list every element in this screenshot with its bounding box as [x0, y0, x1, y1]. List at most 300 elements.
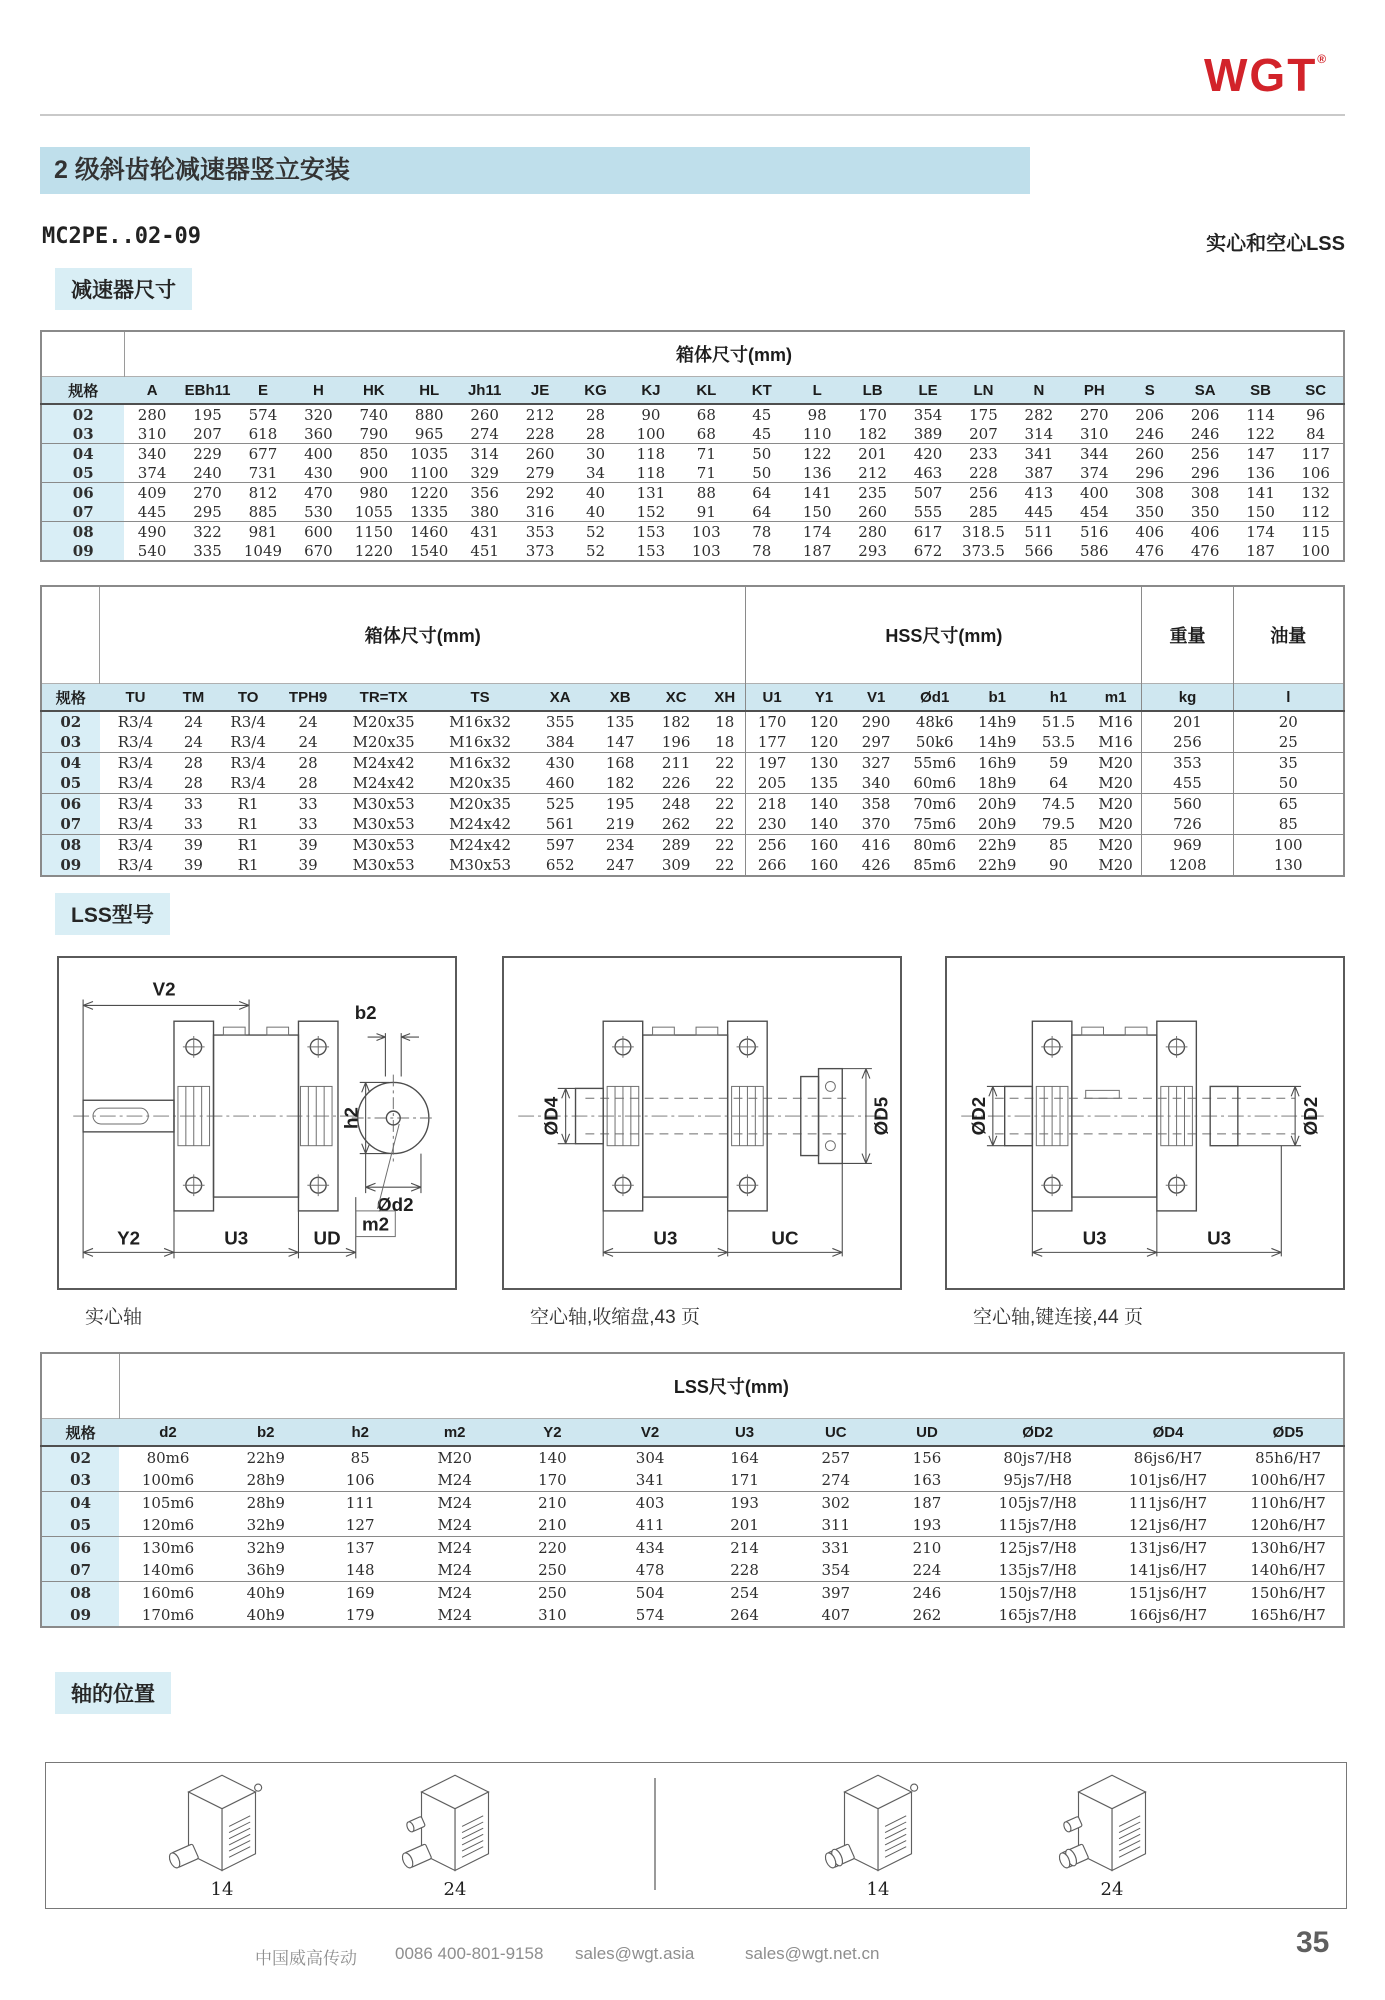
value-cell: 211: [661, 754, 691, 772]
value-cell: 85h6/H7: [1255, 1449, 1322, 1467]
shaft-position-14-hollow-icon: [818, 1770, 938, 1874]
spec-cell: 08: [41, 1582, 119, 1605]
value-cell: 387: [1011, 463, 1066, 483]
value-cell: 18: [704, 732, 746, 753]
value-cell: 289: [661, 836, 691, 854]
spec-cell: 06: [41, 1537, 119, 1560]
value-cell: 53.5: [1027, 732, 1090, 753]
spec-cell: 09: [41, 1604, 119, 1627]
hss-dimensions-table-wrap: [40, 585, 1345, 877]
value-cell: 22: [704, 855, 746, 876]
value-cell: 91: [679, 502, 734, 522]
value-cell: 122: [802, 444, 832, 463]
column-header: HL: [402, 377, 457, 405]
value-cell: M20: [1098, 754, 1133, 772]
dim-label: UC: [771, 1227, 799, 1249]
value-cell: 880: [414, 405, 444, 424]
table-row: [41, 1492, 1344, 1515]
value-cell: 335: [180, 541, 235, 561]
column-header: b2: [217, 1419, 315, 1447]
value-cell: 416: [861, 836, 891, 854]
value-cell: M16x32: [432, 732, 528, 753]
value-cell: 1208: [1142, 855, 1233, 876]
value-cell: 118: [636, 444, 666, 463]
table-group-header: LSS尺寸(mm): [119, 1353, 1344, 1419]
value-cell: 256: [1142, 732, 1233, 753]
value-cell: 560: [1142, 794, 1233, 815]
table-group-header: 箱体尺寸(mm): [124, 331, 1344, 377]
value-cell: 52: [585, 522, 606, 541]
value-cell: 274: [457, 424, 512, 444]
value-cell: 314: [470, 444, 499, 463]
value-cell: 400: [304, 444, 333, 463]
value-cell: 270: [193, 483, 222, 502]
value-cell: 141: [802, 483, 832, 502]
value-cell: 141js6/H7: [1103, 1559, 1233, 1582]
value-cell: 455: [1142, 773, 1233, 794]
column-header: U1: [746, 684, 798, 712]
value-cell: 195: [193, 405, 222, 424]
value-cell: 182: [592, 773, 648, 794]
column-header: V1: [850, 684, 902, 712]
value-cell: 152: [623, 502, 678, 522]
value-cell: 39: [298, 836, 318, 854]
value-cell: 40h9: [246, 1584, 285, 1602]
value-cell: M20: [1098, 795, 1133, 813]
column-header: N: [1011, 377, 1066, 405]
value-cell: R3/4: [117, 754, 154, 772]
value-cell: 36h9: [217, 1559, 315, 1582]
value-cell: 40: [568, 502, 623, 522]
column-header: A: [124, 377, 179, 405]
shaft-position-item: [1047, 1770, 1177, 1900]
column-header: TR=TX: [335, 684, 431, 712]
value-cell: 33: [171, 814, 215, 835]
value-cell: 490: [137, 522, 167, 541]
value-cell: 150: [1233, 502, 1288, 522]
value-cell: 50: [734, 463, 789, 483]
value-cell: 310: [1067, 424, 1122, 444]
value-cell: 1035: [410, 444, 449, 463]
diagram-caption-solid: 实心轴: [85, 1307, 143, 1328]
table-row: [41, 711, 1344, 732]
value-cell: 132: [1301, 483, 1330, 502]
shaft-type-note: 实心和空心LSS: [1206, 233, 1345, 255]
value-cell: 131: [636, 483, 666, 502]
page-number: 35: [1296, 1926, 1330, 1959]
table-group-header-box: 箱体尺寸(mm): [100, 586, 746, 684]
value-cell: 33: [281, 814, 336, 835]
value-cell: 234: [605, 836, 635, 854]
table-header-row: [41, 1419, 1344, 1447]
value-cell: R3/4: [117, 836, 154, 854]
value-cell: 574: [248, 405, 278, 424]
value-cell: R1: [216, 814, 281, 835]
value-cell: 228: [512, 424, 567, 444]
value-cell: 170m6: [119, 1604, 217, 1627]
value-cell: 115: [1301, 522, 1330, 541]
value-cell: 426: [850, 855, 902, 876]
value-cell: 22: [715, 836, 735, 854]
value-cell: 196: [648, 732, 704, 753]
value-cell: R3/4: [230, 754, 266, 772]
dim-label: ØD5: [870, 1096, 892, 1136]
value-cell: 140m6: [119, 1559, 217, 1582]
value-cell: 140: [809, 795, 839, 813]
value-cell: 34: [568, 463, 623, 483]
value-cell: 230: [746, 814, 798, 835]
value-cell: 341: [601, 1469, 699, 1492]
value-cell: 50: [752, 444, 772, 463]
shaft-position-item: [157, 1770, 287, 1900]
table-body: [41, 1446, 1344, 1627]
value-cell: 274: [790, 1469, 881, 1492]
spec-cell: 03: [41, 424, 124, 444]
value-cell: M24: [437, 1584, 472, 1602]
value-cell: 22: [704, 814, 746, 835]
dim-label: Ød2: [377, 1193, 414, 1215]
value-cell: 212: [525, 405, 555, 424]
value-cell: 260: [1135, 444, 1165, 463]
value-cell: 24: [281, 732, 336, 753]
value-cell: 296: [1122, 463, 1177, 483]
value-cell: 168: [605, 754, 635, 772]
value-cell: 20h9: [967, 814, 1027, 835]
value-cell: M24: [437, 1539, 472, 1557]
value-cell: 30: [585, 444, 606, 463]
value-cell: 228: [956, 463, 1011, 483]
value-cell: 201: [1142, 711, 1233, 732]
value-cell: 153: [623, 541, 678, 561]
value-cell: M20x35: [432, 773, 528, 794]
value-cell: 90: [641, 405, 661, 424]
value-cell: 206: [1135, 405, 1165, 424]
value-cell: 71: [679, 463, 734, 483]
spec-cell: 02: [41, 404, 124, 424]
value-cell: 295: [180, 502, 235, 522]
value-cell: 373.5: [956, 541, 1011, 561]
value-cell: 434: [635, 1539, 665, 1557]
value-cell: M20x35: [352, 713, 415, 731]
table-row: [41, 835, 1344, 856]
value-cell: 100: [623, 424, 678, 444]
spec-cell: 06: [41, 483, 124, 503]
dim-label: ØD4: [540, 1096, 562, 1136]
value-cell: 197: [746, 753, 798, 774]
shaft-position-item: [813, 1770, 943, 1900]
value-cell: 207: [956, 424, 1011, 444]
value-cell: 105js7/H8: [998, 1494, 1077, 1512]
table-row: [41, 502, 1344, 522]
value-cell: 407: [790, 1604, 881, 1627]
value-cell: 226: [648, 773, 704, 794]
column-header: m2: [406, 1419, 504, 1447]
value-cell: R3/4: [117, 713, 154, 731]
value-cell: 33: [183, 795, 203, 813]
value-cell: 463: [900, 463, 955, 483]
value-cell: 135: [605, 713, 635, 731]
spec-cell: 02: [41, 1446, 119, 1469]
dim-label: U3: [224, 1227, 249, 1249]
value-cell: 530: [291, 502, 346, 522]
value-cell: 140: [538, 1449, 567, 1467]
value-cell: 164: [730, 1449, 759, 1467]
value-cell: 166js6/H7: [1103, 1604, 1233, 1627]
hss-dimensions-table: [40, 585, 1345, 877]
value-cell: 65: [1233, 794, 1344, 815]
value-cell: 127: [315, 1514, 406, 1537]
value-cell: 112: [1288, 502, 1344, 522]
value-cell: 507: [913, 483, 943, 502]
spec-cell: 02: [41, 711, 100, 732]
value-cell: 420: [913, 444, 943, 463]
spec-cell: 07: [41, 814, 100, 835]
value-cell: 264: [699, 1604, 790, 1627]
value-cell: 20h9: [978, 795, 1017, 813]
table-row: [41, 1514, 1344, 1537]
value-cell: 84: [1288, 424, 1344, 444]
spec-cell: 04: [41, 1492, 119, 1515]
value-cell: 78: [752, 522, 772, 541]
value-cell: 310: [124, 424, 179, 444]
column-header: JE: [512, 377, 567, 405]
value-cell: 380: [457, 502, 512, 522]
value-cell: 206: [1190, 405, 1220, 424]
column-header: LB: [845, 377, 900, 405]
value-cell: 136: [789, 463, 844, 483]
column-header: HK: [346, 377, 401, 405]
value-cell: 55m6: [913, 754, 957, 772]
value-cell: 103: [692, 522, 721, 541]
spec-cell: 04: [41, 444, 124, 464]
value-cell: 561: [528, 814, 592, 835]
spec-cell: 06: [41, 794, 100, 815]
column-header: SB: [1233, 377, 1288, 405]
value-cell: 400: [1079, 483, 1109, 502]
value-cell: 397: [821, 1584, 851, 1602]
value-cell: 969: [1142, 835, 1233, 856]
shaft-position-divider: [654, 1778, 656, 1890]
column-header: KT: [734, 377, 789, 405]
value-cell: 40h9: [217, 1604, 315, 1627]
value-cell: 74.5: [1041, 795, 1076, 813]
value-cell: 78: [734, 541, 789, 561]
value-cell: M20: [1090, 773, 1142, 794]
value-cell: R1: [237, 836, 259, 854]
value-cell: 280: [858, 522, 887, 541]
value-cell: 147: [1246, 444, 1275, 463]
value-cell: 171: [699, 1469, 790, 1492]
value-cell: 70m6: [913, 795, 957, 813]
value-cell: 726: [1142, 814, 1233, 835]
value-cell: 470: [304, 483, 333, 502]
value-cell: 256: [1190, 444, 1220, 463]
value-cell: 170: [504, 1469, 602, 1492]
shaft-position-label: 14: [210, 1879, 234, 1900]
value-cell: 24: [298, 713, 318, 731]
shaft-position-14-icon: [162, 1770, 282, 1874]
column-header: KJ: [623, 377, 678, 405]
value-cell: 454: [1067, 502, 1122, 522]
value-cell: 260: [525, 444, 555, 463]
spec-cell: 03: [41, 1469, 119, 1492]
value-cell: 111js6/H7: [1128, 1494, 1208, 1512]
value-cell: 790: [346, 424, 401, 444]
value-cell: 1150: [354, 522, 393, 541]
value-cell: 140: [798, 814, 850, 835]
value-cell: 130: [1233, 855, 1344, 876]
dim-label: V2: [152, 978, 176, 1000]
value-cell: 150h6/H7: [1250, 1584, 1326, 1602]
table-band-row: [41, 1353, 1344, 1419]
value-cell: 22: [715, 795, 735, 813]
column-header: E: [235, 377, 290, 405]
dim-label: U3: [1082, 1227, 1107, 1249]
column-header: d2: [119, 1419, 217, 1447]
value-cell: 135: [798, 773, 850, 794]
value-cell: 160: [809, 836, 839, 854]
value-cell: 174: [802, 522, 832, 541]
table-row: [41, 404, 1344, 424]
value-cell: 262: [648, 814, 704, 835]
value-cell: 207: [180, 424, 235, 444]
value-cell: 25: [1233, 732, 1344, 753]
value-cell: 403: [635, 1494, 665, 1512]
value-cell: M30x53: [335, 855, 431, 876]
value-cell: 18h9: [967, 773, 1027, 794]
value-cell: 304: [635, 1449, 665, 1467]
value-cell: 50: [1233, 773, 1344, 794]
value-cell: R3/4: [100, 855, 172, 876]
solid-shaft-diagram: [59, 958, 451, 1284]
value-cell: 248: [661, 795, 691, 813]
value-cell: 115js7/H8: [973, 1514, 1103, 1537]
column-header: m1: [1090, 684, 1142, 712]
value-cell: M30x53: [335, 814, 431, 835]
value-cell: 18: [715, 713, 735, 731]
value-cell: 356: [470, 483, 499, 502]
column-header: UC: [790, 1419, 881, 1447]
value-cell: 210: [538, 1494, 567, 1512]
value-cell: 122: [1233, 424, 1288, 444]
value-cell: 431: [470, 522, 499, 541]
value-cell: 1220: [410, 483, 449, 502]
hollow-shaft-key-diagram: [947, 958, 1339, 1284]
column-header: XA: [528, 684, 592, 712]
value-cell: R1: [216, 855, 281, 876]
value-cell: 210: [504, 1514, 602, 1537]
value-cell: 16h9: [978, 754, 1017, 772]
value-cell: 163: [881, 1469, 972, 1492]
table-row: [41, 1604, 1344, 1627]
table-row: [41, 814, 1344, 835]
footer-phone: 0086 400-801-9158: [395, 1944, 544, 1963]
value-cell: 260: [470, 405, 499, 424]
column-header: TU: [100, 684, 172, 712]
value-cell: 214: [730, 1539, 759, 1557]
value-cell: 308: [1190, 483, 1220, 502]
shaft-position-24-hollow-icon: [1052, 1770, 1172, 1874]
value-cell: 308: [1135, 483, 1165, 502]
value-cell: 85: [1048, 836, 1069, 854]
value-cell: 374: [1067, 463, 1122, 483]
value-cell: 80m6: [146, 1449, 190, 1467]
value-cell: 340: [850, 773, 902, 794]
value-cell: 193: [881, 1514, 972, 1537]
value-cell: M20: [1090, 855, 1142, 876]
table-row: [41, 424, 1344, 444]
spec-cell: 09: [41, 855, 100, 876]
column-header: UD: [881, 1419, 972, 1447]
column-header: LE: [900, 377, 955, 405]
dim-label: h2: [340, 1107, 362, 1129]
shaft-position-24-icon: [395, 1770, 515, 1874]
column-header: KL: [679, 377, 734, 405]
value-cell: 353: [525, 522, 555, 541]
value-cell: 256: [746, 835, 798, 856]
value-cell: 22h9: [967, 855, 1027, 876]
value-cell: 88: [696, 483, 716, 502]
value-cell: M16: [1098, 713, 1133, 731]
value-cell: 64: [752, 483, 772, 502]
value-cell: 260: [845, 502, 900, 522]
value-cell: 411: [601, 1514, 699, 1537]
value-cell: 24: [183, 713, 203, 731]
value-cell: 141: [1246, 483, 1275, 502]
value-cell: M16x32: [449, 713, 512, 731]
value-cell: 14h9: [978, 713, 1017, 731]
value-cell: 14h9: [967, 732, 1027, 753]
value-cell: R3/4: [216, 732, 281, 753]
table-body: [41, 404, 1344, 561]
value-cell: M24: [437, 1494, 472, 1512]
value-cell: 22h9: [978, 836, 1017, 854]
wgt-logo: WGT®: [1204, 49, 1329, 101]
table-row: [41, 541, 1344, 561]
table-group-header-weight: 重量: [1142, 586, 1233, 684]
value-cell: 353: [1142, 753, 1233, 774]
value-cell: 103: [679, 541, 734, 561]
value-cell: 566: [1011, 541, 1066, 561]
value-cell: M24x42: [352, 754, 415, 772]
table-header-row: [41, 684, 1344, 712]
value-cell: 235: [858, 483, 887, 502]
value-cell: 28h9: [217, 1469, 315, 1492]
value-cell: 165h6/H7: [1233, 1604, 1344, 1627]
value-cell: 131js6/H7: [1128, 1539, 1208, 1557]
value-cell: 85: [1233, 814, 1344, 835]
spec-cell: 08: [41, 835, 100, 856]
value-cell: 118: [623, 463, 678, 483]
column-header: SA: [1177, 377, 1232, 405]
value-cell: M20: [437, 1449, 472, 1467]
column-header: H: [291, 377, 346, 405]
value-cell: 900: [346, 463, 401, 483]
value-cell: 246: [912, 1584, 942, 1602]
value-cell: 965: [402, 424, 457, 444]
value-cell: 980: [359, 483, 389, 502]
value-cell: 151js6/H7: [1128, 1584, 1208, 1602]
value-cell: 39: [281, 855, 336, 876]
value-cell: 182: [661, 713, 691, 731]
column-header: S: [1122, 377, 1177, 405]
value-cell: 617: [913, 522, 943, 541]
value-cell: 80js7/H8: [1003, 1449, 1073, 1467]
column-header: b1: [967, 684, 1027, 712]
value-cell: 1055: [346, 502, 401, 522]
value-cell: 212: [845, 463, 900, 483]
value-cell: 331: [821, 1539, 851, 1557]
